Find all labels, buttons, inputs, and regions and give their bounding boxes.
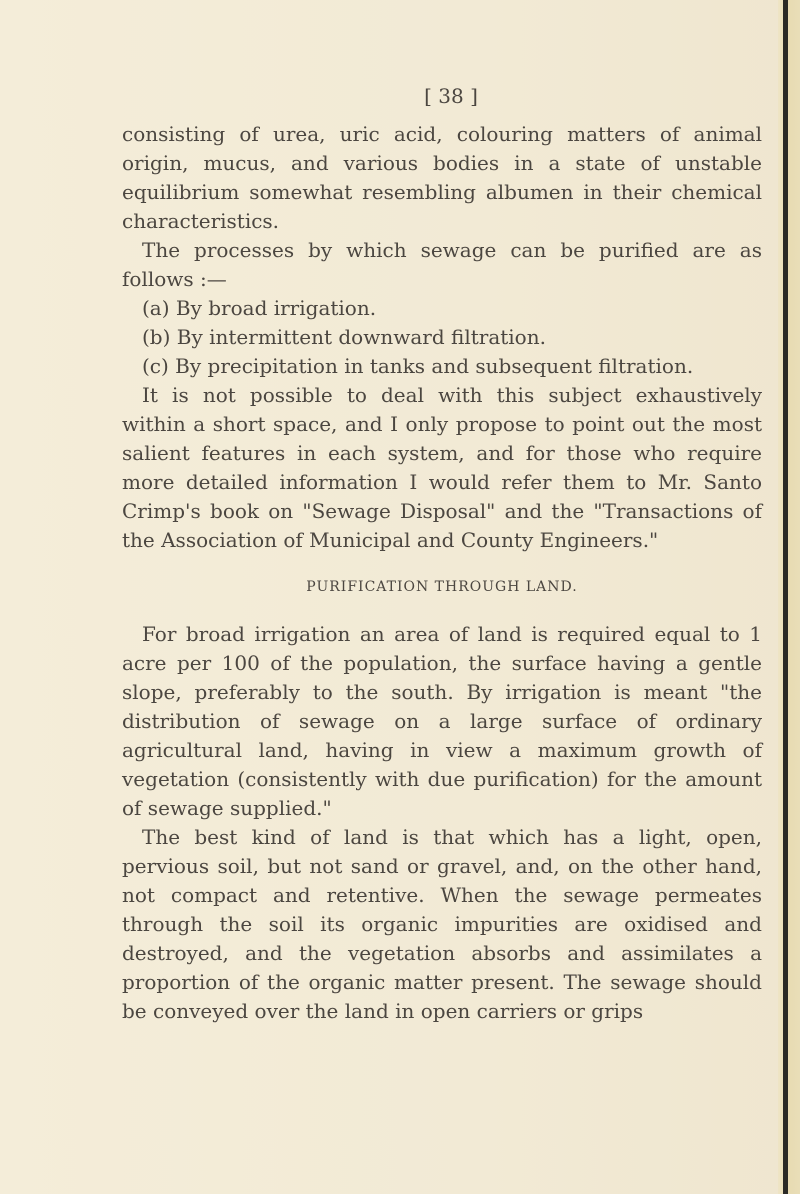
paragraph-continuation: consisting of urea, uric acid, colouring matters of animal origin, mucus, and various bodies in a state of unstable equilibrium somewhat resembling albumen in their chemical characteristics. [122,122,762,233]
page-text [122,82,762,1026]
paragraph-processes: The processes by which sewage can be purified are as follows :— [122,238,762,291]
paragraph-broad-irrigation: For broad irrigation an area of land is required equal to 1 acre per 100 of the population, the surface having a gentle slope, preferably to the south. By irrigation is meant "the distribution of sewage on a large surface of ordinary agricultural land, having in view a maximum growth of vegetation (consistently with due purification) for the amount of sewage supplied." [122,622,762,820]
paragraph-land-quality: The best kind of land is that which has a light, open, pervious soil, but not sand or gravel, and, on the other hand, not compact and retentive. When the sewage permeates through the soil its organic impurities are oxidised and destroyed, and the vegetation absorbs and assimilates a proportion of the organic matter present. The sewage should be conveyed over the land in open carriers or grips [122,825,762,1023]
list-item-broad-irrigation: (a) By broad irrigation. [142,296,377,320]
list-item-precipitation: (c) By precipitation in tanks and subsequent filtration. [142,354,694,378]
paragraph-references: It is not possible to deal with this subject exhaustively within a short space, and I only propose to point out the most salient features in each system, and for those who require more detailed information I would refer them to Mr. Santo Crimp's book on "Sewage Disposal" and the "Transactions of the Association of Municipal and County Engineers." [122,383,762,552]
page-edge [778,0,800,1194]
binding-shadow-line [783,0,788,1194]
list-item-intermittent-filtration: (b) By intermittent downward filtration. [142,325,546,349]
page-number: [ 38 ] [424,84,478,108]
section-heading: PURIFICATION THROUGH LAND. [306,579,578,595]
